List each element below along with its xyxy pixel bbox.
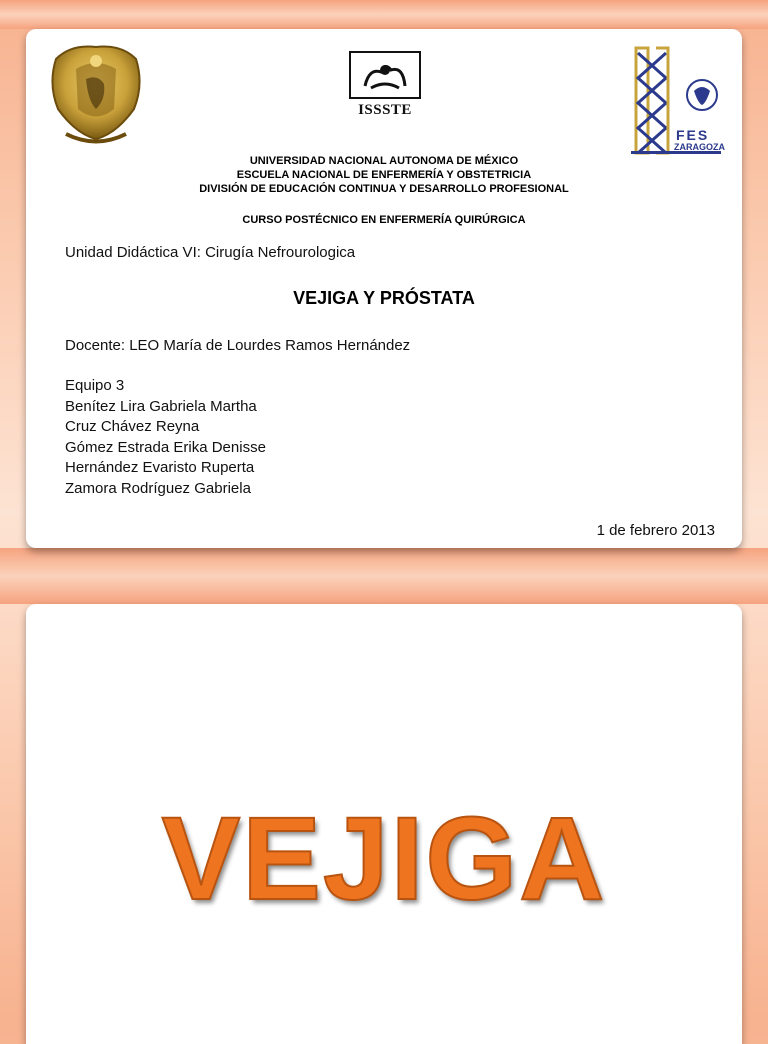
issste-label: ISSSTE [358, 102, 412, 118]
issste-emblem-frame [349, 51, 421, 99]
slide-title-page [26, 29, 742, 548]
zaragoza-label: ZARAGOZA [674, 142, 725, 152]
header-line-university: UNIVERSIDAD NACIONAL AUTONOMA DE MÉXICO [249, 155, 519, 167]
team-member: Cruz Chávez Reyna [65, 418, 200, 435]
slide-section-vejiga [26, 604, 742, 1044]
team-member: Zamora Rodríguez Gabriela [65, 479, 251, 497]
fes-label: FES [676, 127, 710, 143]
team-member: Benítez Lira Gabriela Martha [65, 397, 257, 415]
team-member: Gómez Estrada Erika Denisse [65, 438, 266, 456]
team-list [65, 376, 266, 499]
course-name: CURSO POSTÉCNICO EN ENFERMERÍA QUIRÚRGICA [242, 214, 526, 226]
institution-header [26, 154, 742, 196]
team-name: Equipo 3 [65, 377, 125, 394]
team-member: Hernández Evaristo Ruperta [65, 459, 255, 476]
header-line-division: DIVISIÓN DE EDUCACIÓN CONTINUA Y DESARROLLO PROFESIONAL [199, 183, 569, 195]
issste-emblem-icon [344, 51, 426, 123]
unit-label: Unidad Didáctica VI: Cirugía Nefrourologica [65, 244, 356, 261]
presentation-title: VEJIGA Y PRÓSTATA [293, 288, 475, 308]
presentation-date: 1 de febrero 2013 [596, 522, 715, 539]
unam-crest-icon [46, 39, 146, 149]
docente-label: Docente: LEO María de Lourdes Ramos Hernández [65, 337, 411, 354]
background-band-top [0, 0, 768, 29]
section-title: VEJIGA [161, 793, 607, 925]
fes-zaragoza-logo-icon [626, 43, 726, 158]
header-line-school: ESCUELA NACIONAL DE ENFERMERÍA Y OBSTETRICIA [236, 169, 532, 181]
background-band-middle [0, 548, 768, 604]
